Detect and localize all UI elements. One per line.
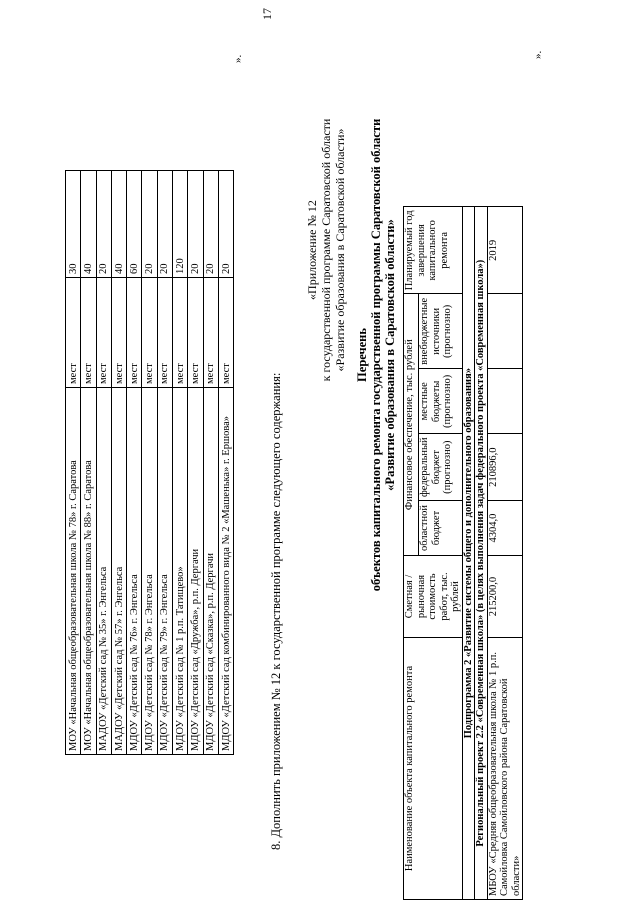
cell-unit: мест <box>81 278 96 388</box>
cell-value: 40 <box>81 171 96 278</box>
cell-name: МДОУ «Детский сад № 78» г. Энгельса <box>142 388 157 755</box>
header-federal: федеральный бюджет (прогнозно) <box>419 434 462 501</box>
cell-value: 20 <box>96 171 111 278</box>
cell-value: 120 <box>173 171 188 278</box>
table-row <box>173 171 188 755</box>
table-row <box>203 171 218 755</box>
cell-unit: мест <box>66 278 81 388</box>
header-local: местные бюджеты (прогнозно) <box>419 369 462 434</box>
cell-value: 20 <box>142 171 157 278</box>
project-row: Региональный проект 2.2 «Современная школа» (в целях выполнения задач федерального проекта «Современная школа») <box>475 207 488 900</box>
cell-name: МАДОУ «Детский сад № 35» г. Энгельса <box>96 388 111 755</box>
cell-unit: мест <box>111 278 126 388</box>
header-year: Планируемый год завершения капитального ремонта <box>404 207 463 294</box>
cell-unit: мест <box>218 278 233 388</box>
document-title <box>355 55 397 655</box>
header-financing: Финансовое обеспечение, тыс. рублей <box>404 294 419 556</box>
cell-name: МОУ «Начальная общеобразовательная школа № 78» г. Саратова <box>66 388 81 755</box>
cell-name: МАДОУ «Детский сад № 57» г. Энгельса <box>111 388 126 755</box>
amendment-instruction: 8. Дополнить приложением № 12 к государственной программе следующего содержания: <box>269 372 283 850</box>
row-year: 2019 <box>487 207 523 294</box>
cell-name: МДОУ «Детский сад «Дружба», р.п. Дергачи <box>188 388 203 755</box>
cell-unit: мест <box>142 278 157 388</box>
cell-unit: мест <box>173 278 188 388</box>
header-regional: областной бюджет <box>419 501 462 556</box>
row-extra <box>487 294 523 369</box>
row-regional: 4304,0 <box>487 501 523 556</box>
cell-unit: мест <box>203 278 218 388</box>
closing-quote: ». <box>232 54 244 63</box>
appendix-line: «Приложение № 12 <box>305 200 319 300</box>
cell-value: 20 <box>188 171 203 278</box>
table-row <box>218 171 233 755</box>
appendix-line: «Развитие образования в Саратовской области» <box>333 128 347 372</box>
cell-value: 20 <box>203 171 218 278</box>
row-federal: 210896,0 <box>487 434 523 501</box>
table-row <box>127 171 142 755</box>
table-row <box>66 171 81 755</box>
table-row <box>81 171 96 755</box>
cell-name: МДОУ «Детский сад № 1 р.п. Татищево» <box>173 388 188 755</box>
capacity-table <box>65 170 234 755</box>
cell-value: 60 <box>127 171 142 278</box>
table-row <box>188 171 203 755</box>
table-row <box>96 171 111 755</box>
cell-name: МОУ «Начальная общеобразовательная школа № 88» г. Саратова <box>81 388 96 755</box>
appendix-header <box>305 115 347 385</box>
row-cost: 215200,0 <box>487 556 523 638</box>
page-number: 17 <box>260 8 274 20</box>
cell-unit: мест <box>157 278 172 388</box>
header-cost: Сметная / рыночная стоимость работ, тыс. рублей <box>404 556 463 638</box>
table-row <box>111 171 126 755</box>
table-row <box>142 171 157 755</box>
cell-value: 20 <box>157 171 172 278</box>
cell-value: 30 <box>66 171 81 278</box>
cell-value: 20 <box>218 171 233 278</box>
header-name: Наименование объекта капитального ремонта <box>404 638 463 900</box>
title-line: «Развитие образования в Саратовской области» <box>383 219 397 491</box>
repair-objects-table <box>403 206 523 900</box>
table-row <box>157 171 172 755</box>
cell-unit: мест <box>96 278 111 388</box>
cell-name: МДОУ «Детский сад «Сказка», р.п. Дергачи <box>203 388 218 755</box>
title-line: объектов капитального ремонта государственной программы Саратовской области <box>369 118 383 592</box>
row-local <box>487 369 523 434</box>
cell-unit: мест <box>188 278 203 388</box>
closing-quote: ». <box>532 50 544 59</box>
cell-name: МДОУ «Детский сад № 79» г. Энгельса <box>157 388 172 755</box>
appendix-line: к государственной программе Саратовской области <box>319 118 333 382</box>
cell-name: МДОУ «Детский сад комбинированного вида № 2 «Машенька» г. Ершова» <box>218 388 233 755</box>
title-line: Перечень <box>355 328 369 382</box>
header-extra: внебюджетные источники (прогнозно) <box>419 294 462 369</box>
subprogram-row: Подпрограмма 2 «Развитие системы общего и дополнительного образования» <box>462 207 475 900</box>
cell-value: 40 <box>111 171 126 278</box>
row-name: МБОУ «Средняя общеобразовательная школа № 1 р.п. Самойловка Самойловского района Саратовской области» <box>487 638 523 900</box>
cell-unit: мест <box>127 278 142 388</box>
cell-name: МДОУ «Детский сад № 76» г. Энгельса <box>127 388 142 755</box>
